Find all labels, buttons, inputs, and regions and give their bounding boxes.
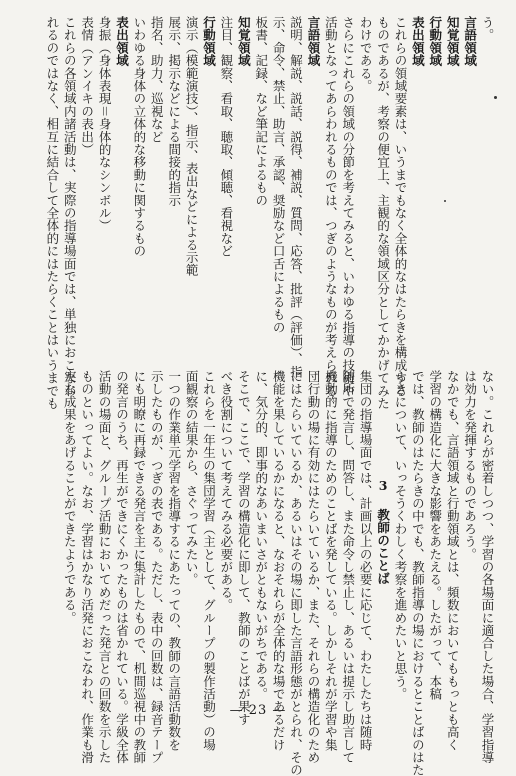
text-line: 注目、観察、看取、聴取、傾聴、看視など	[218, 16, 234, 258]
text-line: らきについて、いっそうくわしく考察を進めたいと思う。	[392, 370, 408, 701]
text-line: にも明瞭に再録できる発言を主に集計したもので、机間巡視中の教師	[131, 370, 147, 764]
category-item-action: 行動領域	[427, 16, 443, 67]
text-line: 機動的に指導のためのことばを発している。しかしそれが学習や集	[323, 370, 339, 751]
text-line: なかでも、言語領域と行動領域とは、頻数においてももっとも高く	[445, 370, 461, 751]
text-line: これらを一年生の集団学習（主として、グループの製作活動）の場	[201, 370, 217, 751]
text-line: 活動となってあらわれるものでは、つぎのようなものが考えられる。	[323, 16, 339, 410]
text-line: の発言のうち、再生ができにくかったものは省かれている。学級全体	[114, 370, 130, 764]
category-item-language: 言語領域	[462, 16, 478, 67]
text-line: にはたらいているか、あるいはその場に即した言語形態がとられ、その	[288, 370, 304, 776]
text-line: ものといってよい。なお、学習はかなり活発におこなわれ、作業も滑	[79, 370, 95, 764]
text-line: 表情（アンイキの表出）	[79, 16, 95, 156]
section-heading: 3 教師のことば	[375, 477, 391, 585]
text-line: さらにこれらの領域の分節を考えてみると、いわゆる指導の技術や	[340, 16, 356, 397]
text-line: 説明、解説、説話、説得、補説、質問、応答、批評（評価）、指	[288, 16, 304, 379]
text-line: 随所で発言し、問答し、また命令し禁止し、あるいは提示し助言して	[340, 370, 356, 764]
section-label-expression: 表出領域	[114, 16, 130, 67]
text-line: れるのではなく、相互に結合して全体的にはたらくことはいうまでも	[44, 16, 60, 410]
text-line: では、教師のはたらきの中でも、教師指導の場におけるとことばのはた	[410, 370, 426, 776]
text-line: 身振（身体表現＝身体的なシンボル）	[97, 16, 113, 232]
text-line: 実な成果をあげることができたようである。	[62, 370, 78, 624]
text-line: 示したものが、つぎの表である。ただし、表中の回数は、録音テープ	[149, 370, 165, 764]
category-item-perception: 知覚領域	[445, 16, 461, 67]
text-line: べき役割について考えてみる必要がある。	[218, 370, 234, 612]
text-line: 集団の指導場面では、計画以上の必要に応じて、わたしたちは随時	[358, 370, 374, 751]
section-label-action: 行動領域	[201, 16, 217, 67]
page-number: — 23 —	[229, 703, 287, 718]
section-label-perception: 知覚領域	[236, 16, 252, 67]
text-line: 演示（模範演技）、指示、表出などによる示範	[184, 16, 200, 277]
text-line: これらの各領域内諸活動は、実際の指導場面では、単独におこなわ	[62, 16, 78, 397]
category-item-expression: 表出領域	[410, 16, 426, 67]
text-line: わけである。	[358, 16, 374, 93]
text-line: 面観察の結果から、さぐってみたい。	[184, 370, 200, 586]
text-line: 一つの作業単元学習を指導するにあたっての、教師の言語活動数を	[166, 370, 182, 751]
text-line: 学習の構造化に大きな影響をあたえる。したがって、本稿	[427, 370, 443, 701]
upper-text-column	[18, 16, 496, 410]
text-line: 展示、掲示などによる間接的指示	[166, 16, 182, 207]
text-line: は効力を発揮するものであろう。	[462, 370, 478, 561]
text-line: 板書、記録、など筆記によるもの	[253, 16, 269, 207]
section-label-language: 言語領域	[305, 16, 321, 67]
text-line: う。	[480, 16, 495, 42]
text-line: これらの領域要素は、いうまでもなく全体的なはたらきを構成する	[392, 16, 408, 397]
text-line: 指名、助力、巡視など	[149, 16, 165, 143]
scan-speck	[494, 96, 497, 99]
text-line: いわゆる身体の立体的な移動に関するもの	[131, 16, 147, 258]
text-line: 機能を果しているかになると、なおそれらが全体的な場であるだけ	[271, 370, 287, 751]
text-line: に、気分的、即事的なあいまいさがともないがちである。	[253, 370, 269, 701]
text-line: 示、命令、禁止、助言、承認、奨励など口舌によるもの	[271, 16, 287, 334]
text-line: 活動の場面と、グループ活動においてめだった発言との回数を示した	[97, 370, 113, 764]
text-line: そこで、ここで、学習の構造化に即して、教師のことばが果す	[236, 370, 252, 726]
text-line: 団行動の場に有効にはたらいているか、また、それらの構造化のため	[305, 370, 321, 764]
scan-speck	[444, 200, 446, 202]
text-line: ものであるが、考察の便宜上、主観的な領域区分としてかかげてみた	[375, 16, 391, 410]
text-line: ない。これらが密着しつつ、学習の各場面に適合した場合、学習指導	[480, 370, 495, 764]
